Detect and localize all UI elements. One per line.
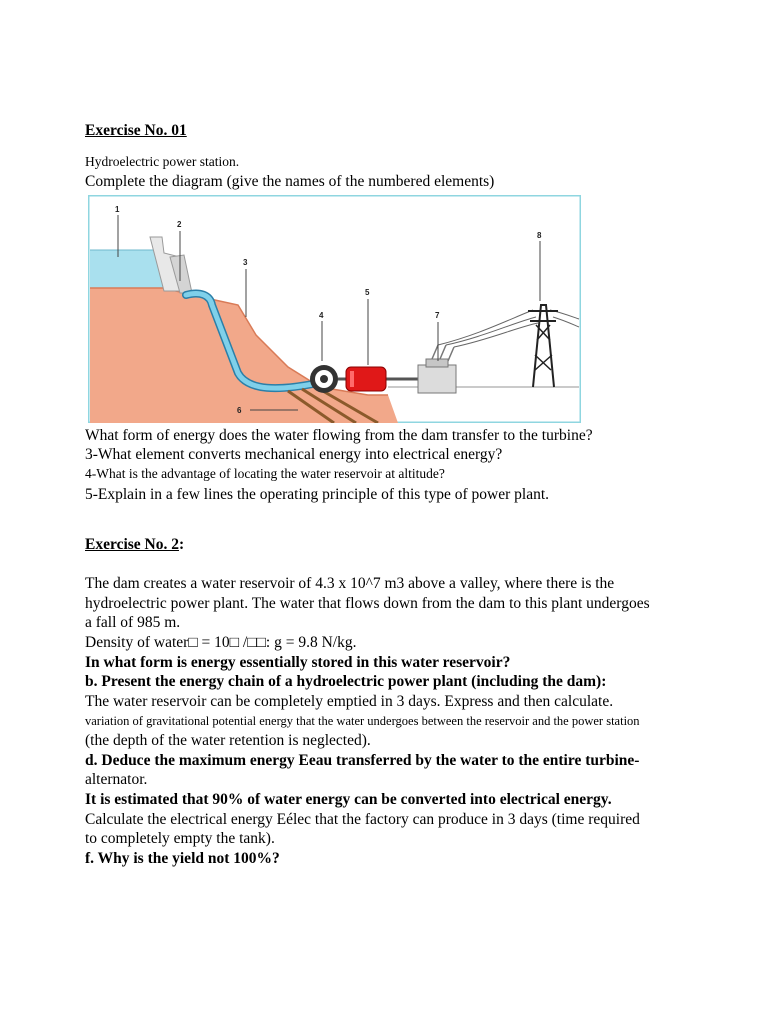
exercise-1-subtitle: Hydroelectric power station. — [85, 154, 240, 169]
exercise-1-question-5: 5-Explain in a few lines the operating principle of this type of power plant. — [85, 486, 550, 503]
transformer-top — [426, 359, 448, 367]
exercise-1-question-1: What form of energy does the water flowing from the dam transfer to the turbine? — [85, 427, 593, 444]
reservoir-water — [90, 250, 164, 288]
exercise-2-question-f: f. Why is the yield not 100%? — [85, 850, 280, 867]
exercise-2-question-e-line-2: Calculate the electrical energy Eélec that the factory can produce in 3 days (time required — [85, 811, 640, 828]
exercise-2-paragraph-line-1: The dam creates a water reservoir of 4.3 x 10^7 m3 above a valley, where there is the — [85, 575, 615, 592]
hydroelectric-diagram — [88, 195, 581, 423]
diagram-label-5: 5 — [365, 288, 370, 297]
exercise-2-question-d-line-1: d. Deduce the maximum energy Eeau transferred by the water to the entire turbine- — [85, 752, 640, 769]
exercise-1-title-text: Exercise No. 01 — [85, 122, 187, 139]
exercise-2-question-c-line-1: The water reservoir can be completely emptied in 3 days. Express and then calculate. — [85, 693, 614, 710]
exercise-2-question-b: b. Present the energy chain of a hydroelectric power plant (including the dam): — [85, 673, 607, 690]
diagram-label-2: 2 — [177, 220, 182, 229]
exercise-2-question-c-line-3: (the depth of the water retention is neglected). — [85, 732, 371, 749]
exercise-2-title-text: Exercise No. 2 — [85, 536, 179, 553]
exercise-2-question-d-line-2: alternator. — [85, 771, 148, 788]
exercise-2-title-colon: : — [178, 536, 185, 553]
exercise-2-question-a: In what form is energy essentially stored in this water reservoir? — [85, 654, 511, 671]
exercise-2-question-e: It is estimated that 90% of water energy can be converted into electrical energy. — [85, 791, 612, 808]
transformer — [418, 365, 456, 393]
exercise-2-question-e-line-3: to completely empty the tank). — [85, 830, 275, 847]
exercise-2-paragraph-line-2: hydroelectric power plant. The water that flows down from the dam to this plant undergoes — [85, 595, 650, 612]
exercise-2-question-c-line-2: variation of gravitational potential energy that the water undergoes between the reservoir and the power station — [85, 714, 640, 728]
exercise-1-question-3: 3-What element converts mechanical energy into electrical energy? — [85, 446, 503, 463]
exercise-1-question-4: 4-What is the advantage of locating the water reservoir at altitude? — [85, 466, 445, 481]
exercise-2-paragraph-line-3: a fall of 985 m. — [85, 614, 181, 631]
hydroelectric-diagram-svg — [88, 195, 581, 423]
diagram-label-3: 3 — [243, 258, 248, 267]
exercise-1-instruction: Complete the diagram (give the names of the numbered elements) — [85, 173, 495, 190]
alternator-highlight — [350, 371, 354, 387]
exercise-2-title — [85, 536, 184, 554]
turbine-hub — [320, 375, 328, 383]
exercise-2-density-line: Density of water□ = 10□ /□□: g = 9.8 N/kg. — [85, 634, 357, 651]
diagram-label-6: 6 — [237, 406, 242, 415]
exercise-1-title — [85, 122, 187, 140]
diagram-label-1: 1 — [115, 205, 120, 214]
diagram-label-4: 4 — [319, 311, 324, 320]
diagram-label-7: 7 — [435, 311, 440, 320]
diagram-label-8: 8 — [537, 231, 542, 240]
